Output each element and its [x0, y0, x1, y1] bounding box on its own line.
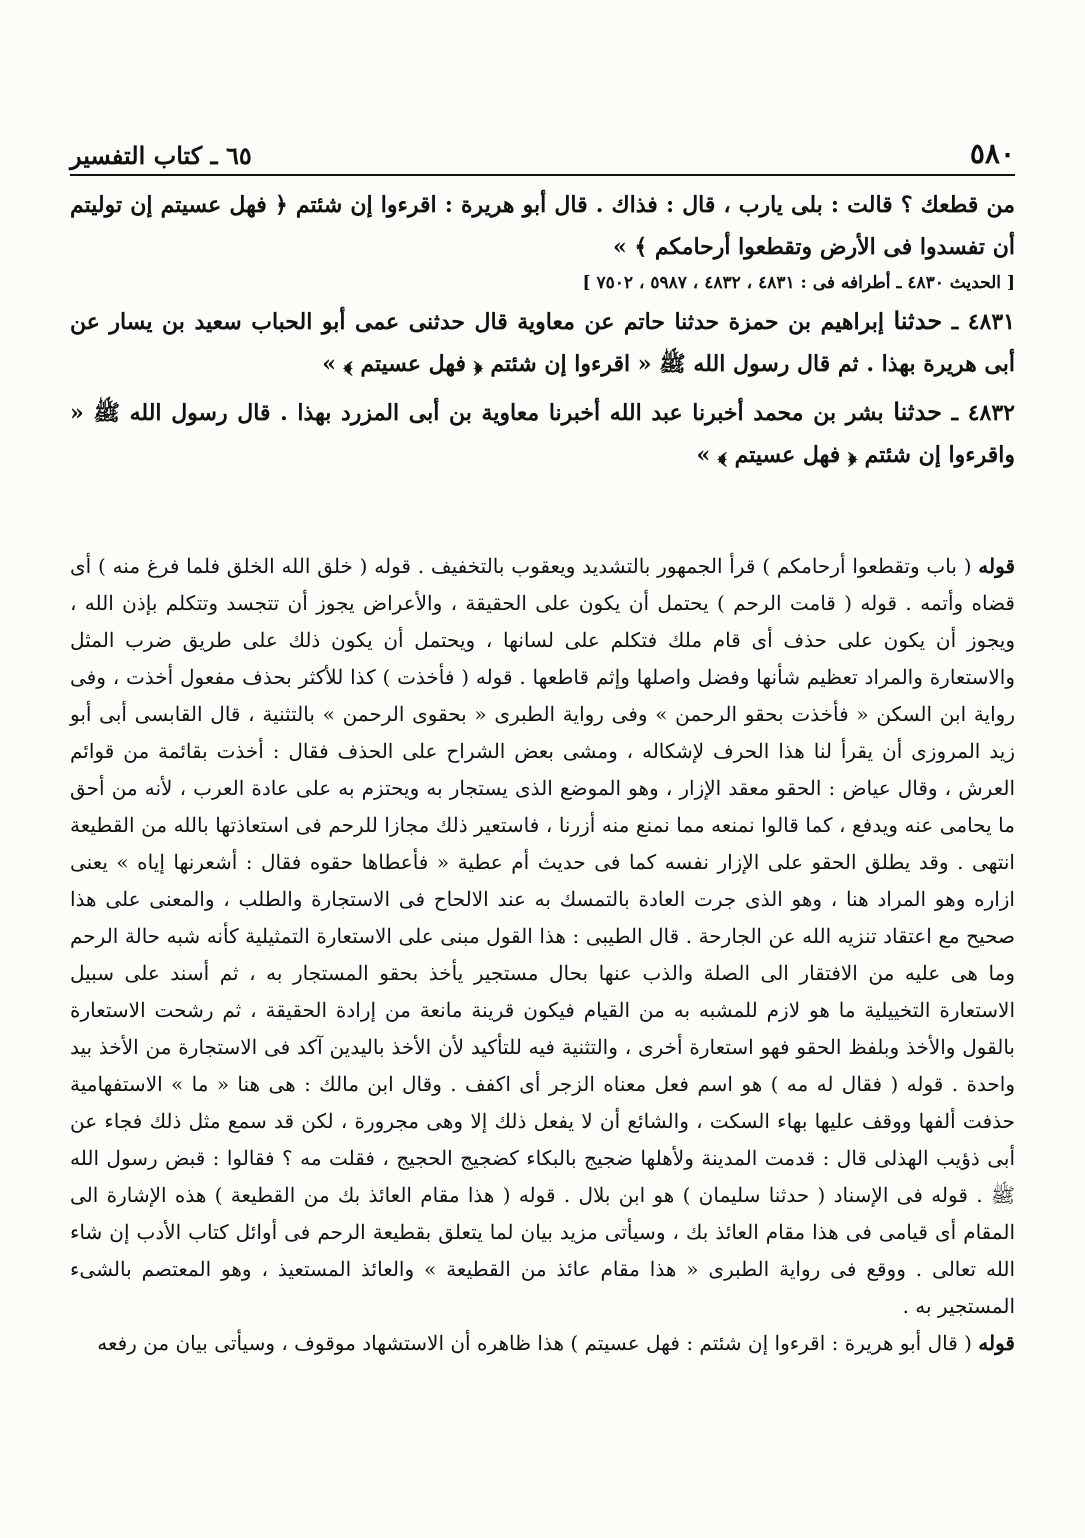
commentary-lead: قوله	[978, 1331, 1015, 1355]
header-rule	[70, 174, 1015, 176]
hadith-4830-tail: من قطعك ؟ قالت : بلى يارب ، قال : فذاك . قال أبو هريرة : اقرءوا إن شئتم ﴿ فهل عسيتم إن توليتم أن تفسدوا فى الأرض وتقطعوا أرحامكم ﴾ »	[70, 192, 1015, 260]
hadith-4832	[70, 391, 1015, 476]
hadith-4831-text: إبراهيم بن حمزة حدثنا حاتم عن معاوية قال حدثنى عمى أبو الحباب سعيد بن يسار عن أبى هريرة بهذا . ثم قال رسول الله ﷺ « اقرءوا إن شئتم ﴿ فهل عسيتم ﴾ »	[70, 309, 1015, 377]
commentary-paragraph	[70, 1325, 1015, 1362]
commentary-text: ( قال أبو هريرة : اقرءوا إن شئتم : فهل عسيتم ) هذا ظاهره أن الاستشهاد موقوف ، وسيأتى بيان من رفعه	[97, 1331, 972, 1355]
hadith-4832-opener: حدثنا	[893, 397, 942, 426]
commentary-lead: قوله	[978, 554, 1016, 578]
hadith-4832-text: بشر بن محمد أخبرنا عبد الله أخبرنا معاوية بن أبى المزرد بهذا . قال رسول الله ﷺ « واقرءوا إن شئتم ﴿ فهل عسيتم ﴾ »	[70, 400, 1015, 468]
hadith-4830-atraf: [ الحديث ٤٨٣٠ ـ أطرافه فى : ٤٨٣١ ، ٤٨٣٢ ، ٥٩٨٧ ، ٧٥٠٢ ]	[582, 273, 1015, 293]
commentary-paragraph	[70, 548, 1015, 1325]
commentary-section	[70, 548, 1015, 1362]
hadith-4832-number: ٤٨٣٢ ـ	[951, 400, 1015, 426]
hadith-4831-opener: حدثنا	[893, 306, 943, 335]
page-number: ٥٨٠	[969, 137, 1015, 170]
hadith-section	[70, 184, 1015, 476]
commentary-text: ( باب وتقطعوا أرحامكم ) قرأ الجمهور بالتشديد ويعقوب بالتخفيف . قوله ( خلق الله الخلق فلما فرغ منه ) أى قضاه وأتمه . قوله ( قامت الرحم ) يحتمل أن يكون على الحقيقة ، والأعراض يجوز أن تتجسد وتتكلم بإذن الله ، ويجوز أن يكون على حذف أى قام ملك فتكلم على لسانها ، ويحتمل أن يكون ذلك على طريق ضرب المثل والاستعارة والمراد تعظيم شأنها وفضل واصلها وإثم قاطعها . قوله ( فأخذت ) كذا للأكثر بحذف مفعول أخذت ، وفى رواية ابن السكن « فأخذت بحقو الرحمن » وفى رواية الطبرى « بحقوى الرحمن » بالتثنية ، قال القابسى أبى أبو زيد المروزى أن يقرأ لنا هذا الحرف لإشكاله ، ومشى بعض الشراح على الحذف فقال : أخذت بقائمة من قوائم العرش ، وقال عياض : الحقو معقد الإزار ، وهو الموضع الذى يستجار به ويحتزم به على عادة العرب ، لأنه من أحق ما يحامى عنه ويدفع ، كما قالوا نمنعه مما نمنع منه أزرنا ، فاستعير ذلك مجازا للرحم فى استعاذتها بالله من القطيعة انتهى . وقد يطلق الحقو على الإزار نفسه كما فى حديث أم عطية « فأعطاها حقوه فقال : أشعرنها إياه » يعنى ازاره وهو المراد هنا ، وهو الذى جرت العادة بالتمسك به عند الالحاح فى الاستجارة والطلب ، والمعنى على هذا صحيح مع اعتقاد تنزيه الله عن الجارحة . قال الطيبى : هذا القول مبنى على الاستعارة التمثيلية كأنه شبه حالة الرحم وما هى عليه من الافتقار الى الصلة والذب عنها بحال مستجير يأخذ بحقو المستجار به ، ثم أسند على سبيل الاستعارة التخييلية ما هو لازم للمشبه به من القيام فيكون قرينة مانعة من إرادة الحقيقة ، ثم رشحت الاستعارة بالقول والأخذ وبلفظ الحقو فهو استعارة أخرى ، والتثنية فيه للتأكيد لأن الأخذ باليدين آكد فى الاستجارة من الأخذ بيد واحدة . قوله ( فقال له مه ) هو اسم فعل معناه الزجر أى اكفف . وقال ابن مالك : هى هنا « ما » الاستفهامية حذفت ألفها ووقف عليها بهاء السكت ، والشائع أن لا يفعل ذلك إلا وهى مجرورة ، لكن قد سمع مثل ذلك فجاء عن أبى ذؤيب الهذلى قال : قدمت المدينة ولأهلها ضجيج بالبكاء كضجيج الحجيج ، فقلت مه ؟ فقالوا : قبض رسول الله ﷺ . قوله فى الإسناد ( حدثنا سليمان ) هو ابن بلال . قوله ( هذا مقام العائذ بك من القطيعة ) هذه الإشارة الى المقام أى قيامى فى هذا مقام العائذ بك ، وسيأتى مزيد بيان لما يتعلق بقطيعة الرحم فى أوائل كتاب الأدب إن شاء الله تعالى . ووقع فى رواية الطبرى « هذا مقام عائذ من القطيعة » والعائذ المستعيذ ، وهو المعتصم بالشىء المستجير به .	[70, 554, 1015, 1318]
page-header	[70, 126, 1015, 170]
book-title: ٦٥ ـ كتاب التفسير	[70, 141, 252, 170]
hadith-4831-number: ٤٨٣١ ـ	[951, 309, 1015, 335]
hadith-4831	[70, 300, 1015, 385]
